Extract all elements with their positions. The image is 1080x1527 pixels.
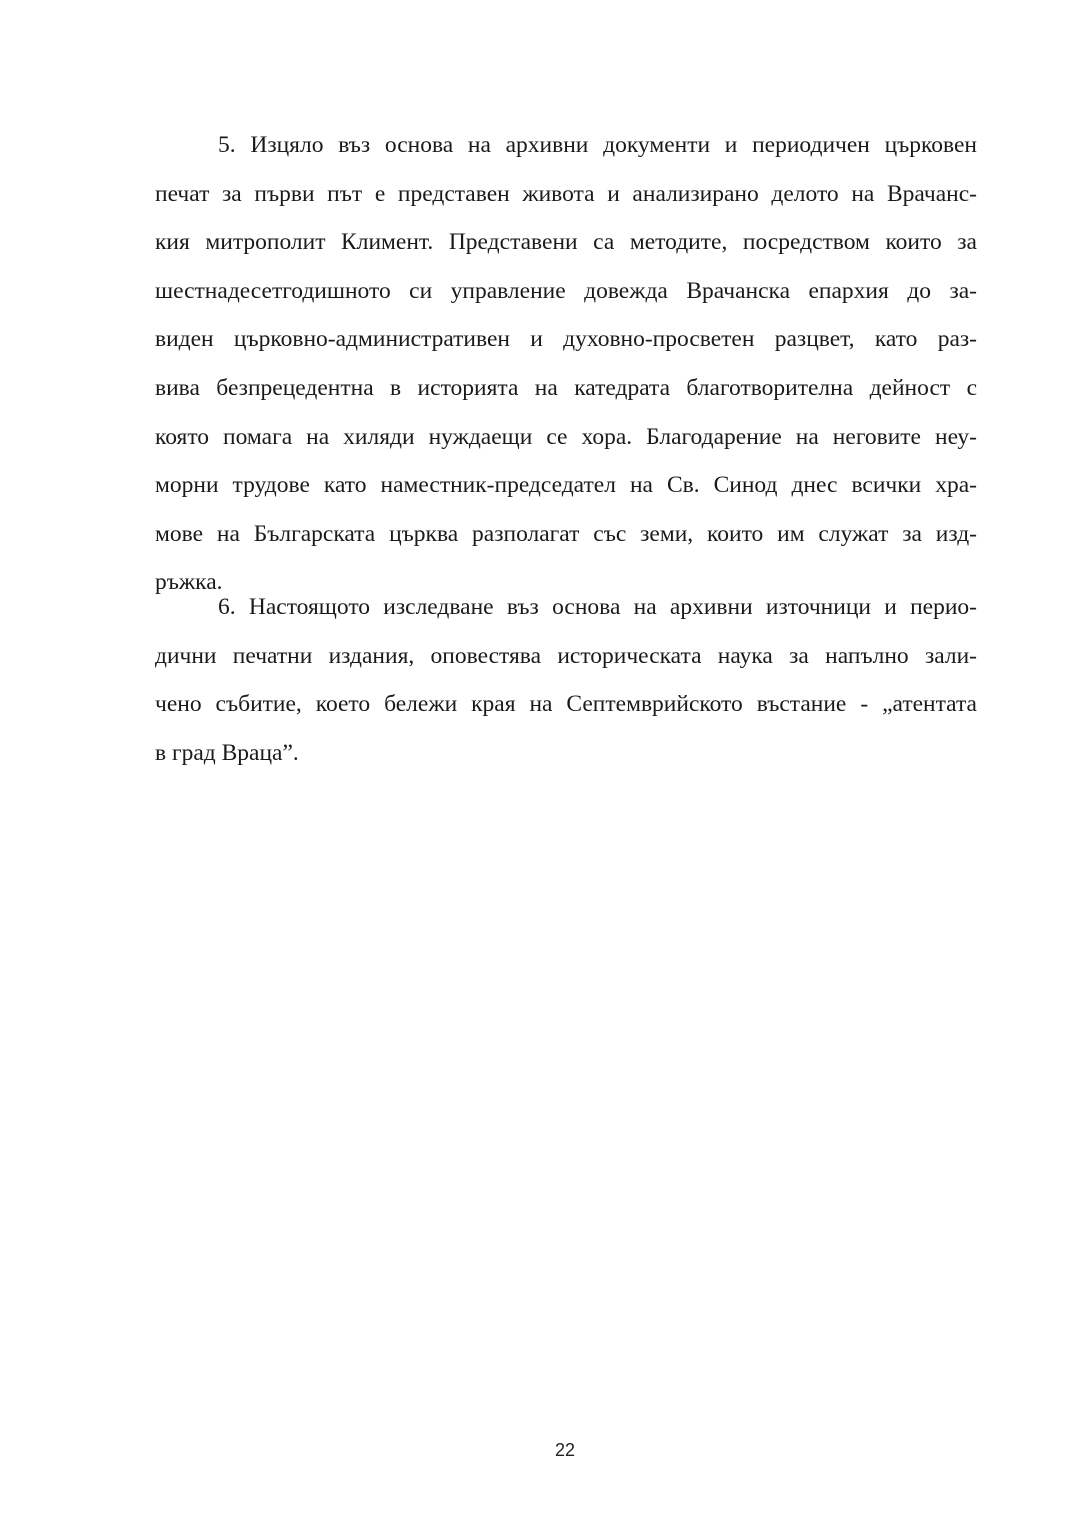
- text-line: шестнадесетгодишното си управление довежда Врачанска епархия до за-: [155, 277, 977, 304]
- text-line: която помага на хиляди нуждаещи се хора. Благодарение на неговите неу-: [155, 423, 977, 450]
- paragraph-6: [155, 583, 977, 777]
- text-line: вива безпрецедентна в историята на катедрата благотворителна дейност с: [155, 374, 977, 401]
- text-line: виден църковно-административен и духовно-просветен разцвет, като раз-: [155, 326, 977, 353]
- paragraph-5: [155, 121, 977, 607]
- text-line: мове на Българската църква разполагат със земи, които им служат за изд-: [155, 520, 977, 547]
- text-line: кия митрополит Климент. Представени са методите, посредством които за: [155, 229, 977, 256]
- text-line: 6. Настоящото изследване въз основа на архивни източници и перио-: [218, 594, 977, 620]
- text-line: печат за първи път е представен живота и анализирано делото на Врачанс-: [155, 180, 977, 207]
- text-line: 5. Изцяло въз основа на архивни документи и периодичен църковен: [218, 132, 977, 158]
- text-line: морни трудове като наместник-председател на Св. Синод днес всички хра-: [155, 472, 977, 499]
- text-line: в град Враца”.: [155, 739, 299, 766]
- page-number: 22: [554, 1440, 576, 1460]
- text-line: дични печатни издания, оповестява историческата наука за напълно зали-: [155, 642, 977, 669]
- text-line: чено събитие, което бележи края на Септемврийското въстание - „атентата: [155, 691, 977, 718]
- text-line: ръжка.: [155, 569, 223, 596]
